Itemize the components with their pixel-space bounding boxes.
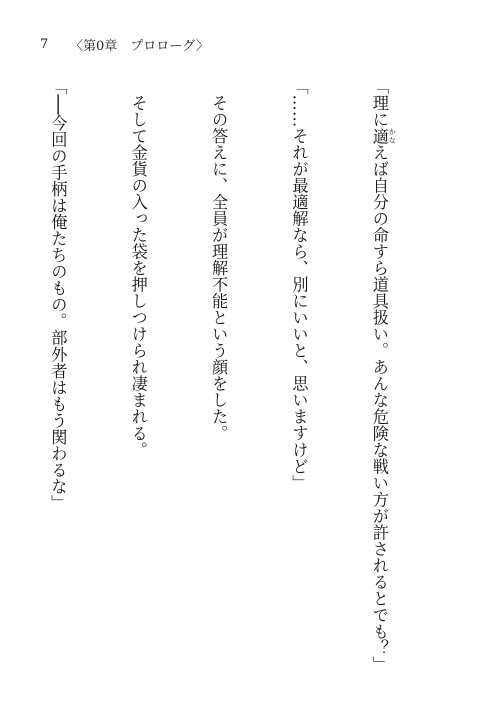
- page-number: 7: [40, 36, 49, 52]
- page-header: [40, 34, 209, 54]
- text-line-4: そして金貨の入った袋を押しつけられ凄まれる。: [128, 78, 148, 459]
- ruby-annotation: [369, 127, 397, 145]
- running-head: 〈第0章 プロローグ〉: [70, 38, 209, 54]
- ruby-base: 適: [369, 127, 389, 145]
- text-line-3: その答えに、全員が理解不能という顔をした。: [209, 78, 229, 442]
- line-1-after-ruby: えば自分の命すら道具扱い。あんな危険な戦い方が許されるとでも？」: [369, 144, 389, 673]
- text-line-1: [365, 78, 396, 678]
- ruby-reading: かな: [388, 127, 397, 145]
- vertical-body-text: [30, 78, 450, 678]
- line-1-before-ruby: 「理に: [369, 78, 389, 128]
- text-line-2: 「……それが最適解なら、別にいいと、思いますけど」: [289, 78, 309, 492]
- text-line-5: 「──今回の手柄は俺たちのもの。部外者はもう関わるな」: [48, 78, 68, 512]
